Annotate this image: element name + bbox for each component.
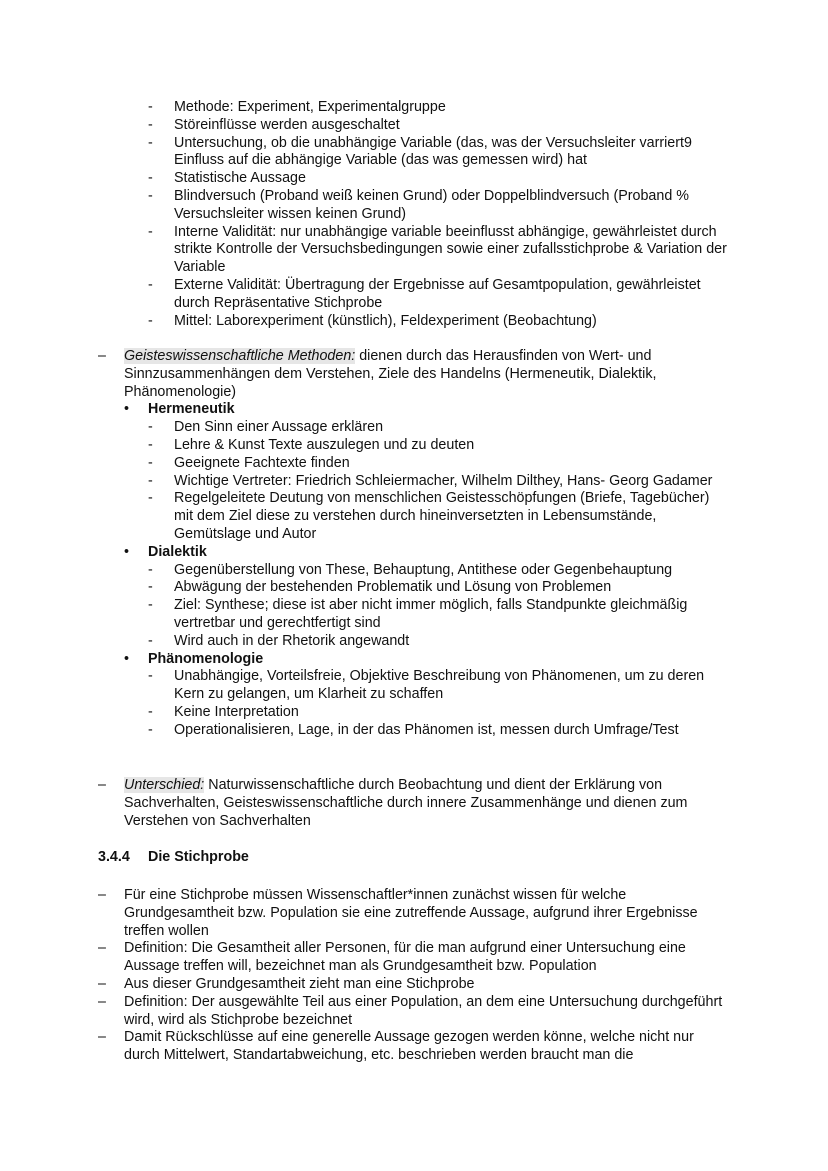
section-dialektik — [0, 544, 828, 651]
dialektik-list — [0, 562, 828, 651]
list-item: - Ziel: Synthese; diese ist aber nicht immer möglich, falls Standpunkte gleichmäßig vertretbar und gerechtfertigt sind — [0, 597, 828, 633]
section-title: • Hermeneutik — [0, 401, 828, 419]
list-item: - Störeinflüsse werden ausgeschaltet — [0, 117, 828, 135]
list-item: - Blindversuch (Proband weiß keinen Grund) oder Doppelblindversuch (Proband % Versuchsleiter wissen keinen Grund) — [0, 188, 828, 224]
dash-marker: – — [98, 348, 106, 364]
geistes-sections — [0, 401, 828, 739]
list-item: - Externe Validität: Übertragung der Ergebnisse auf Gesamtpopulation, gewährleistet durch Repräsentative Stichprobe — [0, 277, 828, 313]
list-item: - Wird auch in der Rhetorik angewandt — [0, 633, 828, 651]
list-item: - Keine Interpretation — [0, 704, 828, 722]
stichprobe-list — [0, 887, 828, 1065]
list-item: – Aus dieser Grundgesamtheit zieht man eine Stichprobe — [0, 976, 828, 994]
list-item: - Untersuchung, ob die unabhängige Variable (das, was der Versuchsleiter varriert9 Einfluss auf die abhängige Variable (das was gemessen wird) hat — [0, 135, 828, 171]
unterschied-block — [0, 777, 828, 830]
section-title: • Dialektik — [0, 544, 828, 562]
list-item: - Lehre & Kunst Texte auszulegen und zu deuten — [0, 437, 828, 455]
hermeneutik-list — [0, 419, 828, 544]
stichprobe-block — [0, 887, 828, 1065]
list-item: – Definition: Die Gesamtheit aller Personen, für die man aufgrund einer Untersuchung eine Aussage treffen will, bezeichnet man als Grundgesamtheit bzw. Population — [0, 940, 828, 976]
list-item: - Wichtige Vertreter: Friedrich Schleiermacher, Wilhelm Dilthey, Hans- Georg Gadamer — [0, 473, 828, 491]
list-item: - Abwägung der bestehenden Problematik und Lösung von Problemen — [0, 579, 828, 597]
section-heading — [98, 849, 249, 867]
list-item: - Regelgeleitete Deutung von menschlichen Geistesschöpfungen (Briefe, Tagebücher) mit dem Ziel diese zu verstehen durch hineinversetzten in Lebensumstände, Gemütslage und Autor — [0, 490, 828, 543]
list-item: - Interne Validität: nur unabhängige variable beeinflusst abhängige, gewährleistet durch strikte Kontrolle der Versuchsbedingungen sowie einer zufallsstichprobe & Variation der Variable — [0, 224, 828, 277]
list-item: – Für eine Stichprobe müssen Wissenschaftler*innen zunächst wissen für welche Grundgesamtheit bzw. Population sie eine zutreffende Aussage, aufgrund ihrer Ergebnisse treffen wollen — [0, 887, 828, 940]
list-item: - Mittel: Laborexperiment (künstlich), Feldexperiment (Beobachtung) — [0, 313, 828, 331]
unterschied-list — [0, 777, 828, 830]
list-item: – Definition: Der ausgewählte Teil aus einer Population, an dem eine Untersuchung durchgeführt wird, wird als Stichprobe bezeichnet — [0, 994, 828, 1030]
section-title: Die Stichprobe — [148, 849, 249, 865]
list-item: - Methode: Experiment, Experimentalgruppe — [0, 99, 828, 117]
experiment-block — [0, 99, 828, 330]
list-item: – Damit Rückschlüsse auf eine generelle Aussage gezogen werden könne, welche nicht nur durch Mittelwert, Standartabweichung, etc. beschrieben werden braucht man die — [0, 1029, 828, 1065]
unterschied-label: Unterschied: — [124, 777, 205, 793]
geistes-item — [0, 348, 828, 401]
experiment-list — [0, 99, 828, 330]
section-title: • Phänomenologie — [0, 651, 828, 669]
phaenomenologie-list — [0, 668, 828, 739]
list-item: - Statistische Aussage — [0, 170, 828, 188]
section-hermeneutik — [0, 401, 828, 543]
dash-marker: – — [98, 777, 106, 793]
list-item: - Den Sinn einer Aussage erklären — [0, 419, 828, 437]
geistes-block — [0, 348, 828, 740]
unterschied-item — [0, 777, 828, 830]
list-item: - Geeignete Fachtexte finden — [0, 455, 828, 473]
geistes-list — [0, 348, 828, 401]
unterschied-text: Naturwissenschaftliche durch Beobachtung und dient der Erklärung von Sachverhalten, Geisteswissenschaftliche durch innere Zusammenhänge und dienen zum Verstehen von Sachverhalten — [124, 777, 688, 829]
geistes-text: dienen durch das Herausfinden von Wert- und Sinnzusammenhängen dem Verstehen, Ziele des Handelns (Hermeneutik, Dialektik, Phänomenologie) — [124, 348, 657, 400]
section-phaenomenologie — [0, 651, 828, 740]
list-item: - Gegenüberstellung von These, Behauptung, Antithese oder Gegenbehauptung — [0, 562, 828, 580]
list-item: - Operationalisieren, Lage, in der das Phänomen ist, messen durch Umfrage/Test — [0, 722, 828, 740]
geistes-label: Geisteswissenschaftliche Methoden: — [124, 348, 356, 364]
list-item: - Unabhängige, Vorteilsfreie, Objektive Beschreibung von Phänomenen, um zu deren Kern zu gelangen, um Klarheit zu schaffen — [0, 668, 828, 704]
section-number: 3.4.4 — [98, 849, 130, 865]
